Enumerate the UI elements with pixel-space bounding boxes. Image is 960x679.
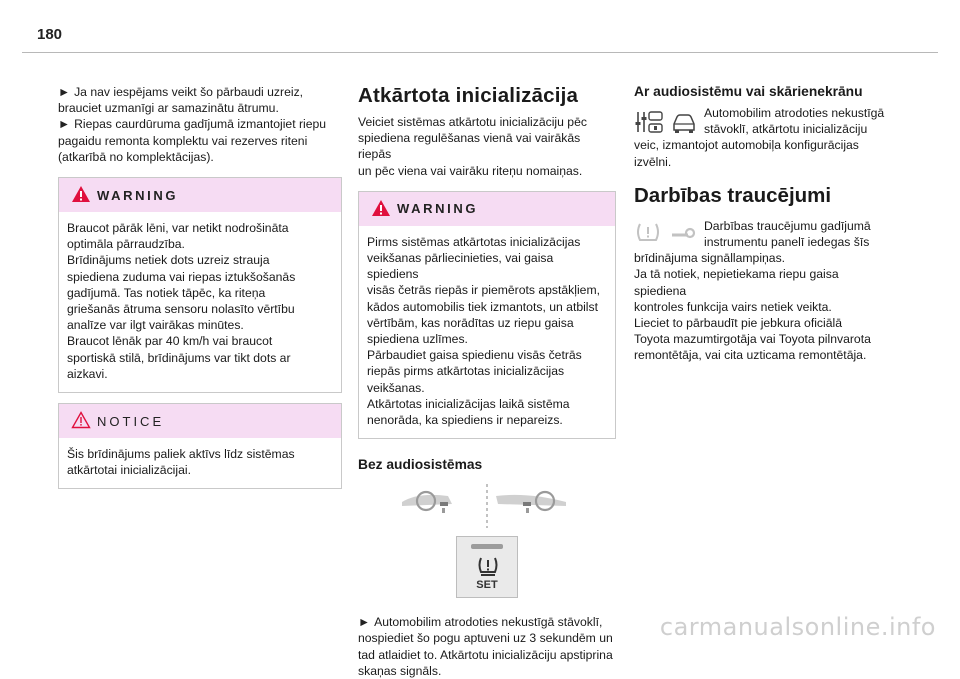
fault-instruction-continued: brīdinājuma signāllampiņas. Ja tā notiek, nepietiekama riepu gaisa spiediena kontroles funkcija vairs netiek veikta. Lieciet to pārbaudīt pie jebkura oficiālā Toyota mazumtirgotāja vai Toyota pilnvarota remontētāja, vai cita uzticama remontētāja. bbox=[634, 251, 871, 363]
section-heading: Darbības traucējumi bbox=[634, 183, 832, 207]
car-icon bbox=[670, 109, 698, 135]
fault-instruction: Darbības traucējumu gadījumā instrumentu panelī iedegas šīs bbox=[634, 218, 890, 250]
warning-title: WARNING bbox=[97, 187, 179, 203]
notice-triangle-icon bbox=[71, 411, 91, 429]
intro-paragraph: Veiciet sistēmas atkārtotu inicializāciju pēc spiediena regulēšanas vienā vai vairākās riepās un pēc viena vai vairāku riteņu nomaiņas. bbox=[358, 115, 587, 178]
bullet-arrow-icon: ► bbox=[58, 117, 71, 132]
instruction-paragraph: ► Automobilim atrodoties nekustīgā stāvoklī, nospiediet šo pogu aptuveni uz 3 sekundēm un tad atlaidiet to. Atkārtotu inicializāciju apstiprina skaņas signāls. bbox=[358, 615, 613, 678]
header-rule bbox=[22, 52, 938, 53]
left-hand-drive-icon bbox=[402, 492, 452, 513]
warning-body: Braucot pārāk lēni, var netikt nodrošināta optimāla pārraudzība. Brīdinājums netiek dots uzreiz strauja spiediena zuduma vai riepas iztukšošanās gadījumā. Tas notiek tāpēc, ka riteņa griešanās ātruma sensoru nolasīto vērtību analīze var ilgt vairākas minūtes. Braucot lēnāk par 40 km/h vai braucot sportiskā stilā, brīdinājums var tikt dots ar aizkavi. bbox=[67, 221, 296, 381]
page-number: 180 bbox=[37, 26, 63, 43]
warning-body: Pirms sistēmas atkārtotas inicializācijas veikšanas pārliecinieties, vai gaisa spiediens visās četrās riepās ir piemērots apstākļiem, kādos automobilis tiek izmantots, un atbilst vērtībām, kas norādītas uz riepu gaisa spiediena uzlīmes. Pārbaudiet gaisa spiedienu visās četrās riepās pirms atkārtotas inicializācijas veikšanas. Atkārtotas inicializācijas laikā sistēma nenorāda, ka spiediens ir nepareizs. bbox=[367, 234, 600, 428]
bullet-item: ► Ja nav iespējams veikt šo pārbaudi uzreiz, brauciet uzmanīgi ar samazinātu ātrumu. bbox=[58, 85, 304, 116]
warning-triangle-icon bbox=[371, 199, 391, 217]
warning-header bbox=[59, 178, 341, 212]
right-hand-drive-icon bbox=[496, 492, 566, 513]
tire-warning-icon bbox=[634, 222, 662, 244]
set-button-label: SET bbox=[476, 579, 498, 592]
dashboard-position-illustration bbox=[358, 482, 616, 530]
set-button[interactable] bbox=[456, 536, 518, 598]
notice-body: Šis brīdinājums paliek aktīvs līdz sistēmas atkārtotai inicializācijai. bbox=[67, 447, 295, 478]
notice-box bbox=[58, 403, 342, 489]
tire-pressure-icon bbox=[475, 555, 501, 577]
bullet-item: ► Riepas caurdūruma gadījumā izmantojiet riepu pagaidu remonta komplektu vai rezerves riteni (atkarībā no komplektācijas). bbox=[58, 117, 327, 164]
column-2 bbox=[358, 84, 616, 679]
warning-title: WARNING bbox=[397, 201, 479, 217]
warning-box bbox=[58, 177, 342, 393]
warning-box bbox=[358, 191, 616, 439]
column-3 bbox=[634, 84, 890, 364]
menu-settings-icon bbox=[634, 109, 664, 135]
warning-header bbox=[359, 192, 615, 226]
audio-icons bbox=[634, 105, 704, 135]
watermark: carmanualsonline.info bbox=[659, 613, 936, 641]
subsection-heading: Bez audiosistēmas bbox=[358, 457, 483, 473]
notice-header bbox=[59, 404, 341, 438]
subsection-heading: Ar audiosistēmu vai skārienekrānu bbox=[634, 84, 863, 99]
bullet-arrow-icon: ► bbox=[58, 85, 71, 99]
fault-icons bbox=[634, 218, 704, 244]
set-button-indicator bbox=[471, 544, 503, 549]
bullet-arrow-icon: ► bbox=[358, 615, 371, 630]
wrench-icon bbox=[668, 222, 696, 244]
audio-instruction: Automobilim atrodoties nekustīgā stāvoklī, atkārtotu inicializāciju bbox=[634, 105, 890, 137]
audio-instruction-continued: veic, izmantojot automobiļa konfigurācijas izvēlni. bbox=[634, 138, 859, 169]
section-heading: Atkārtota inicializācija bbox=[358, 84, 579, 107]
column-1 bbox=[58, 84, 342, 489]
notice-title: NOTICE bbox=[97, 413, 165, 429]
warning-triangle-icon bbox=[71, 185, 91, 203]
